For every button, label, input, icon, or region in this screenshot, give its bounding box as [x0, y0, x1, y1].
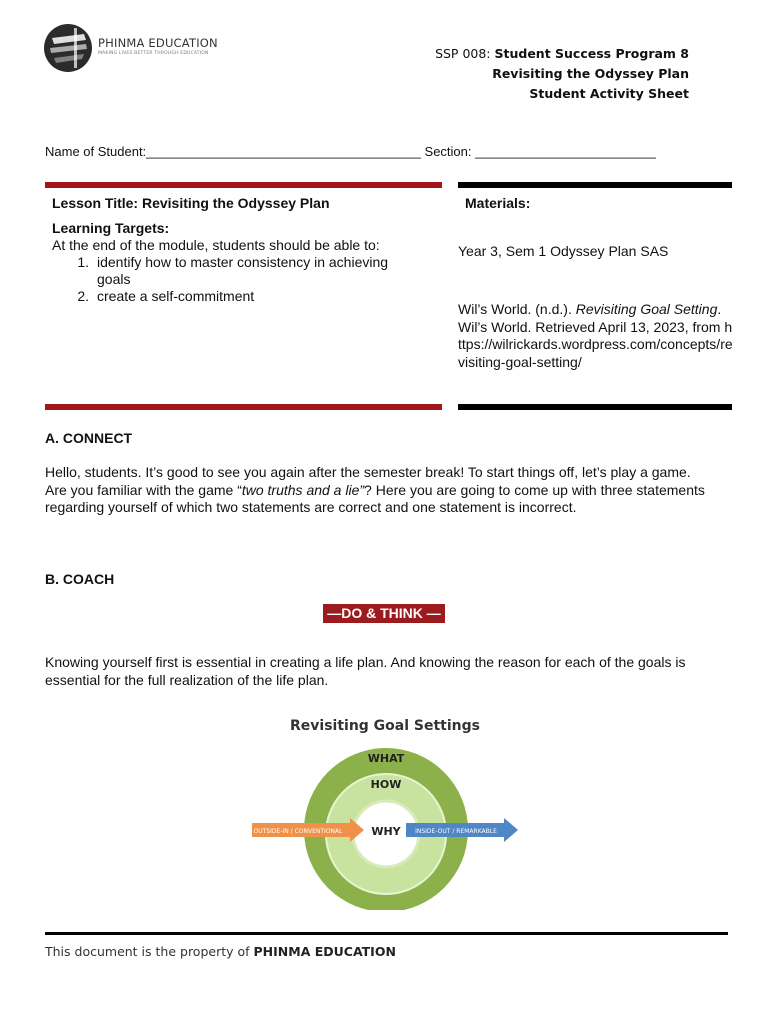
- learning-targets-heading: Learning Targets:: [52, 220, 170, 236]
- label-why: WHY: [371, 825, 401, 838]
- header-program-line: [435, 44, 689, 64]
- goal-circles-diagram: [240, 740, 530, 910]
- label-what: WHAT: [367, 752, 405, 765]
- divider-black-top: [458, 182, 732, 188]
- student-name-line: Name of Student:______________________________________ Section: _________________________: [45, 144, 656, 159]
- do-think-badge: —DO & THINK —: [323, 604, 445, 623]
- figure-title: Revisiting Goal Settings: [290, 718, 480, 734]
- materials-reference: Wil’s World. (n.d.). Revisiting Goal Setting. Wil’s World. Retrieved April 13, 2023, from https://wilrickards.wordpress.com/concepts/revisiting-goal-setting/: [458, 301, 733, 370]
- list-item: 2. create a self-commitment: [77, 288, 255, 304]
- materials-heading: Materials:: [465, 195, 531, 211]
- left-arrow-label: OUTSIDE-IN / CONVENTIONAL: [253, 828, 343, 835]
- right-arrow-label: INSIDE-OUT / REMARKABLE: [415, 828, 497, 835]
- course-code: SSP 008:: [435, 46, 495, 61]
- divider-red-bottom: [45, 404, 442, 410]
- list-item: 1. identify how to master consistency in achieving goals: [77, 254, 389, 287]
- learning-targets-list: [52, 254, 432, 305]
- section-coach-heading: B. COACH: [45, 571, 115, 587]
- footer-divider: [45, 932, 728, 935]
- label-how: HOW: [370, 778, 402, 791]
- header-subtitle: Student Activity Sheet: [529, 86, 689, 101]
- header-title: Revisiting the Odyssey Plan: [492, 66, 689, 81]
- divider-red-top: [45, 182, 442, 188]
- coach-paragraph: Knowing yourself first is essential in creating a life plan. And knowing the reason for each of the goals is essential for the full realization of the life plan.: [45, 654, 686, 688]
- program-name: Student Success Program 8: [494, 46, 689, 61]
- divider-black-bottom: [458, 404, 732, 410]
- learning-targets-intro: At the end of the module, students should be able to:: [52, 237, 380, 253]
- connect-paragraph: Hello, students. It’s good to see you again after the semester break! To start things off, let’s play a game. Are you familiar with the game “two truths and a lie”? Here you are going to come up with three statements regarding yourself of which two statements are correct and one statement is incorrect.: [45, 464, 705, 515]
- logo-name: PHINMA EDUCATION: [98, 36, 218, 50]
- footer-text: This document is the property of PHINMA EDUCATION: [45, 944, 396, 959]
- section-connect-heading: A. CONNECT: [45, 430, 133, 446]
- materials-item: Year 3, Sem 1 Odyssey Plan SAS: [458, 243, 669, 259]
- lesson-title: Lesson Title: Revisiting the Odyssey Plan: [52, 195, 330, 211]
- logo-tagline: MAKING LIVES BETTER THROUGH EDUCATION: [98, 51, 209, 56]
